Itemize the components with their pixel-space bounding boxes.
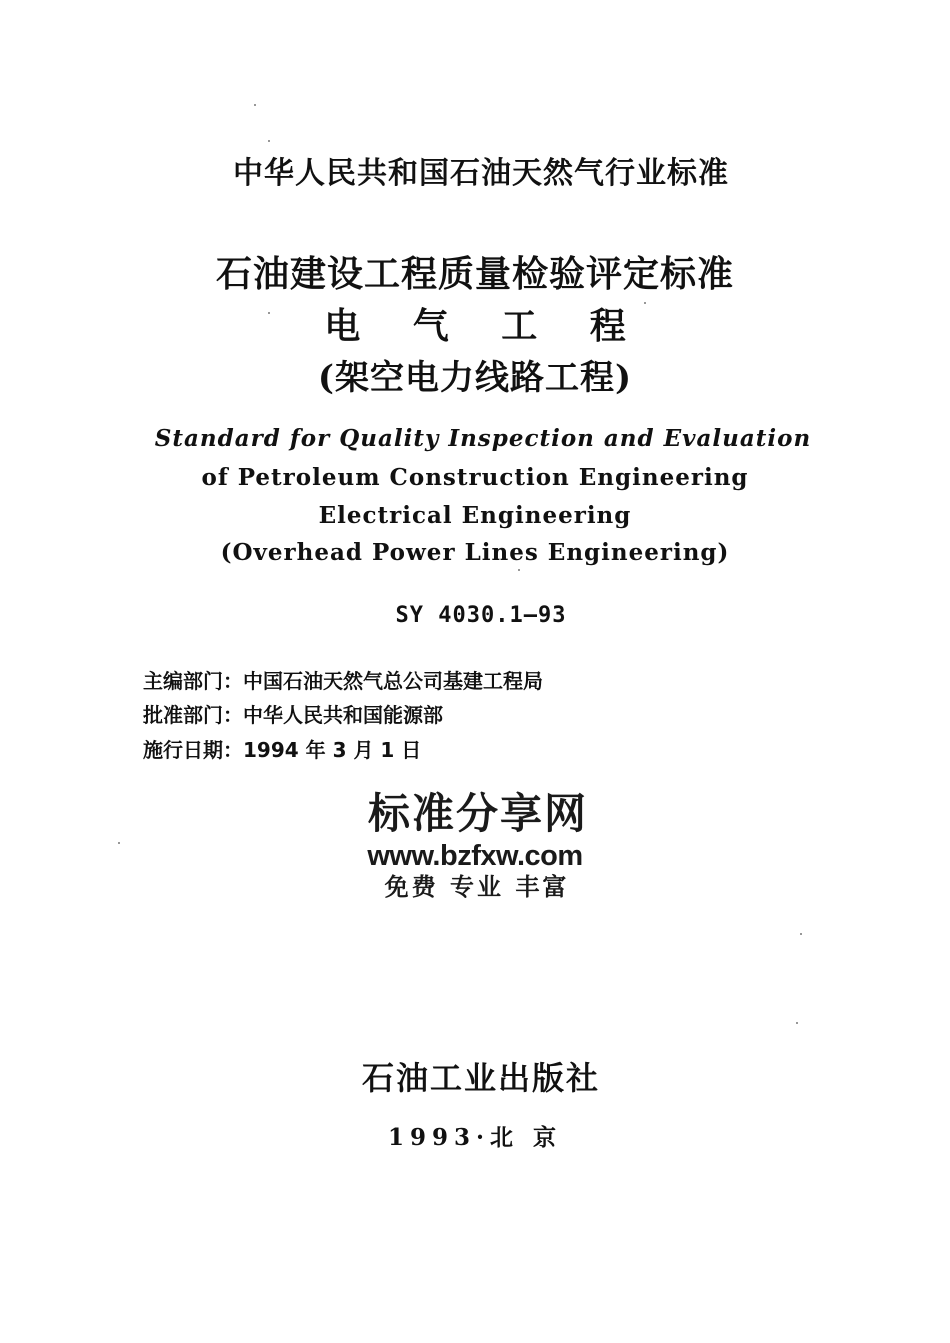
sub-title-parenthetical: (架空电力线路工程): [317, 358, 633, 398]
sub-title: 电 气 工 程: [324, 305, 646, 347]
main-title: 石油建设工程质量检验评定标准: [215, 253, 734, 295]
english-title-line-3: Electrical Engineering: [318, 502, 632, 529]
editor-department: 主编部门：中国石油天然气总公司基建工程局: [143, 669, 543, 693]
watermark-title: 标准分享网: [367, 789, 588, 838]
standard-code: SY 4030.1—93: [395, 603, 567, 628]
industry-standard-heading: 中华人民共和国石油天然气行业标准: [233, 156, 729, 191]
watermark-slogan: 免费 专业 丰富: [384, 873, 570, 901]
watermark: [0, 788, 950, 902]
scan-speck: [254, 104, 256, 106]
approving-department: 批准部门：中华人民共和国能源部: [143, 703, 443, 727]
english-title-line-2: of Petroleum Construction Engineering: [201, 464, 749, 491]
scan-speck: [644, 302, 646, 304]
scan-speck: [518, 569, 520, 571]
publisher: 石油工业出版社: [361, 1059, 600, 1097]
english-title-line-4: (Overhead Power Lines Engineering): [220, 539, 730, 566]
scan-speck: [800, 933, 802, 935]
scan-speck: [268, 140, 270, 142]
scan-speck: [796, 1022, 798, 1024]
scan-speck: [118, 842, 120, 844]
effective-date: 施行日期：1994 年 3 月 1 日: [143, 738, 422, 762]
publication-year-place: 1993·北 京: [387, 1124, 563, 1151]
scan-speck: [268, 312, 270, 314]
english-title-line-1: Standard for Quality Inspection and Evaluation: [154, 425, 812, 452]
watermark-url: www.bzfxw.com: [367, 840, 583, 872]
